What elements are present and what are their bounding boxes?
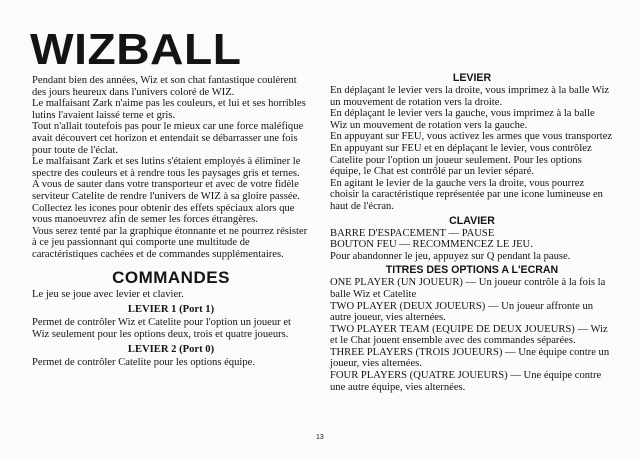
clavier-line: Pour abandonner le jeu, appuyez sur Q pendant la pause. bbox=[330, 250, 571, 262]
titres-line: THREE PLAYERS (TROIS JOUEURS) — Une équipe contre un joueur, vies alternées. bbox=[330, 346, 610, 370]
levier-line: En appuyant sur FEU et en déplaçant le levier, vous contrôlez Catelite pour l'option un joueur seulement. Pour les options équipe, le Chat est contrôlé par un levier séparé. bbox=[330, 142, 592, 178]
intro-paragraph: A vous de sauter dans votre transporteur et avec de votre fidèle serviteur Catelite de rendre l'univers de WIZ à sa gloire passée. bbox=[32, 179, 300, 202]
intro-paragraph: Pendant bien des années, Wiz et son chat fantastique coulèrent des jours heureux dans l'univers coloré de WIZ. bbox=[32, 75, 297, 98]
titres-line: FOUR PLAYERS (QUATRE JOUEURS) — Une équipe contre une autre équipe, vies alternées. bbox=[330, 370, 602, 393]
levier2-text: Permet de contrôler Catelite pour les options équipe. bbox=[32, 357, 255, 369]
intro-paragraph: Vous serez tenté par la graphique étonnante et ne pourrez résister à ce jeu passionnant qui comporte une multitude de caractéristiques cachées et de commandes supplémentaires. bbox=[32, 225, 308, 260]
intro-paragraph: Collectez les icones pour obtenir des effets spéciaux alors que vous manoeuvrez afin de semer les forces étrangères. bbox=[32, 202, 295, 226]
left-column bbox=[32, 75, 310, 369]
levier1-heading: LEVIER 1 (Port 1) bbox=[127, 304, 215, 316]
levier2-heading: LEVIER 2 (Port 0) bbox=[127, 344, 215, 356]
right-column bbox=[330, 72, 614, 393]
titres-heading: TITRES DES OPTIONS A L'ECRAN bbox=[385, 264, 559, 277]
titres-line: TWO PLAYER TEAM (EQUIPE DE DEUX JOUEURS) — Wiz et le Chat jouent ensemble avec des commandes séparées. bbox=[330, 323, 608, 347]
levier-heading: LEVIER bbox=[452, 72, 492, 84]
titres-line: TWO PLAYER (DEUX JOUEURS) — Un joueur affronte un autre joueur, vies alternées. bbox=[330, 300, 594, 324]
commandes-intro: Le jeu se joue avec levier et clavier. bbox=[32, 288, 184, 300]
clavier-line: BOUTON FEU — RECOMMENCEZ LE JEU. bbox=[330, 239, 533, 251]
levier-line: En appuyant sur FEU, vous activez les armes que vous transportez bbox=[330, 131, 613, 143]
levier-line: En agitant le levier de la gauche vers la droite, vous pourrez choisir la caractéristique représentée par une icone lumineuse en haut de l'écran. bbox=[330, 177, 603, 212]
page-title: WIZBALL bbox=[30, 25, 242, 74]
levier-line: En déplaçant le levier vers la gauche, vous imprimez à la balle Wiz un mouvement de rotation vers la gauche. bbox=[330, 108, 595, 131]
page-number: 13 bbox=[316, 434, 324, 441]
levier-line: En déplaçant le levier vers la droite, vous imprimez à la balle Wiz un mouvement de rotation vers la droite. bbox=[330, 85, 610, 108]
intro-paragraph: Le malfaisant Zark n'aime pas les couleurs, et lui et ses horribles lutins l'avaient laissé terne et gris. bbox=[32, 98, 306, 121]
levier1-text: Permet de contrôler Wiz et Catelite pour l'option un joueur et Wiz seulement pour les options deux, trois et quatre joueurs. bbox=[32, 317, 291, 340]
commandes-heading: COMMANDES bbox=[112, 267, 230, 287]
intro-paragraph: Le malfaisant Zark et ses lutins s'étaient employés à éliminer le spectre des couleurs et à rendre tous les paysages gris et ternes. bbox=[32, 156, 301, 179]
clavier-heading: CLAVIER bbox=[449, 214, 495, 227]
titres-line: ONE PLAYER (UN JOUEUR) — Un joueur contrôle à la fois la balle Wiz et Catelite bbox=[330, 277, 606, 300]
intro-paragraph: Tout n'allait toutefois pas pour le mieux car une force maléfique avait découvert cet horizon et entendait se débarrasser une fois pour toute de l'éclat. bbox=[32, 121, 304, 156]
clavier-line: BARRE D'ESPACEMENT — PAUSE bbox=[330, 227, 495, 239]
